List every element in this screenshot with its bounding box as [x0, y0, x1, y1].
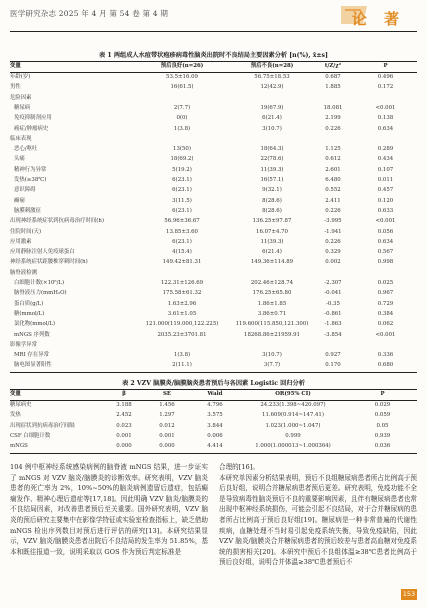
- table1-header-cell: 变量: [10, 63, 21, 69]
- table1-cell: 0.434: [377, 156, 394, 163]
- table2-cell: 3.188: [116, 402, 132, 408]
- table2-cell: 0.05: [376, 422, 389, 429]
- table1-cell: 0.457: [377, 187, 394, 194]
- table1-row: [10, 330, 417, 340]
- table1-cell: 1.885: [325, 84, 341, 91]
- table1-row: [10, 72, 417, 82]
- table2-row: [10, 431, 417, 441]
- table1-cell: 临床表现: [10, 135, 32, 142]
- table1-cell: 应用激素: [10, 238, 32, 245]
- table2-cell: 2.452: [116, 412, 132, 419]
- table1-row: [10, 299, 417, 309]
- table2-cell: 4.796: [207, 402, 223, 408]
- table2-cell: 4.414: [207, 443, 223, 450]
- table1-cell: 蛋白质(g/L): [14, 300, 44, 307]
- table1-cell: 神经系统症状距腰椎穿刺时间(h): [10, 259, 88, 266]
- table1-cell: 0.002: [325, 259, 341, 266]
- table1-cell: 影像学异常: [10, 341, 37, 348]
- table1-cell: <0.001: [375, 331, 396, 338]
- table1-cell: 男性: [10, 84, 21, 91]
- table1-cell: 4(15.4): [172, 249, 192, 256]
- table1-cell: 175.58±61.32: [162, 290, 202, 297]
- table1-cell: 1(3.8): [173, 125, 191, 132]
- table1-cell: 0.107: [377, 166, 394, 173]
- page-number: 153: [402, 590, 416, 598]
- table2-cell: 1.297: [159, 412, 175, 419]
- table1-row: [10, 82, 417, 92]
- table1-cell: 3(11.5): [172, 197, 192, 204]
- table2-header-cell: β: [122, 391, 126, 397]
- table1-cell: 16(57.1): [260, 177, 284, 183]
- table1-row: [10, 196, 417, 206]
- table2-cell: 0.000: [116, 443, 132, 450]
- table1-cell: 0.687: [325, 74, 341, 80]
- table1-cell: 发热(≥38℃): [14, 177, 47, 183]
- header-rule: [10, 31, 417, 32]
- table2-header-cell: OR(95% CI): [275, 391, 311, 397]
- table2-cell: 3.844: [207, 422, 223, 429]
- table1-row: [10, 154, 417, 164]
- table1-cell: 脑脊液压力(mmH₂O): [14, 290, 67, 297]
- table2-row: [10, 400, 417, 410]
- table2-cell: 0.059: [374, 412, 391, 419]
- table1-cell: 3(10.7): [262, 125, 282, 132]
- table2-row: [10, 410, 417, 420]
- table1-cell: 6(21.4): [262, 249, 282, 256]
- table1-cell: 3.61±1.05: [167, 310, 197, 317]
- table1-cell: 1.63±2.96: [167, 300, 197, 307]
- table1-cell: 免疫抑制剂应用: [14, 115, 52, 122]
- table1-cell: 0.120: [377, 197, 394, 204]
- table1-cell: 149.42±81.31: [162, 259, 202, 266]
- table2-cell: CSF 白细胞计数: [10, 432, 51, 439]
- table1-cell: 0.634: [377, 125, 394, 132]
- table1-cell: MRI 存在异常: [14, 352, 49, 359]
- table1-cell: 年龄(岁): [10, 74, 31, 80]
- table1-cell: 6(23.1): [172, 238, 192, 245]
- table1-cell: 5(19.2): [172, 166, 192, 173]
- table2-header-cell: Wald: [207, 391, 223, 397]
- table1-cell: 13(50): [173, 146, 191, 153]
- table1-cell: -1.941: [324, 228, 342, 235]
- table2-cell: 1.000(1.000013~1.000364): [255, 443, 331, 450]
- table1-cell: 0.729: [377, 300, 394, 307]
- table1-cell: 0.226: [325, 238, 341, 245]
- table2-header-row: [10, 389, 417, 399]
- table2-cell: 0.001: [116, 432, 132, 439]
- table1-row: [10, 309, 417, 319]
- table2-cell: 糖尿病史: [10, 402, 32, 408]
- table2-cell: 0.939: [374, 432, 391, 439]
- table1-cell: 应用静脉注射人免疫球蛋白: [10, 249, 75, 256]
- table1-cell: 出现神经系统症状到抗病毒治疗时间(h): [10, 218, 104, 225]
- table1-cell: 脑脊液检测: [10, 269, 37, 276]
- table1-cell: -3.854: [324, 331, 342, 338]
- table1-cell: 脑电图显著阳性: [14, 362, 52, 369]
- table2-header-cell: 变量: [10, 391, 21, 397]
- table1-row: [10, 175, 417, 185]
- table1-cell: -3.995: [324, 218, 342, 225]
- table1-cell: 6(21.4): [262, 115, 282, 122]
- table1-cell: 0.998: [377, 259, 394, 266]
- table2-cell: 1.023(1.000~1.047): [265, 422, 321, 429]
- table1-cell: 19(67.9): [260, 104, 284, 111]
- table1-cell: 12(42.9): [260, 84, 284, 91]
- table2-cell: 0.001: [159, 432, 175, 439]
- table2-bottom-rule: [10, 453, 417, 454]
- table1-title: 表 1 两组成人水痘带状疱疹病毒性脑炎出院时不良结局主要因素分析 [n(%), x̄±s]: [99, 52, 328, 59]
- table2-cell: 0.012: [159, 422, 175, 429]
- table1-cell: 0.634: [377, 238, 394, 245]
- table1-cell: 122.31±126.69: [160, 280, 204, 286]
- table1-row: [10, 124, 417, 134]
- table1-row: [10, 360, 417, 370]
- table1-cell: -0.041: [324, 290, 342, 297]
- table1-cell: 1.125: [325, 146, 341, 153]
- table1-row: [10, 165, 417, 175]
- table1-cell: 氯化物(mmol/L): [14, 321, 55, 328]
- journal-header: 医学研究杂志 2025 年 4 月 第 54 卷 第 4 期: [10, 9, 169, 18]
- table1-cell: 16.07±4.70: [256, 228, 288, 235]
- table1-cell: 恶心/呕吐: [14, 146, 38, 153]
- table1-cell: 1.86±1.85: [257, 300, 287, 307]
- table1-bottom-rule: [10, 372, 417, 373]
- table1-header-row: [10, 61, 417, 71]
- table1-cell: 9(32.1): [262, 187, 282, 194]
- table1-row: [10, 216, 417, 226]
- table1-row: [10, 227, 417, 237]
- table1-cell: 精神行为异常: [14, 166, 47, 173]
- table1-cell: 2.199: [325, 115, 341, 122]
- table1-cell: 13.85±3.60: [166, 228, 198, 235]
- table2-cell: 0.999: [285, 432, 301, 439]
- table1-cell: 脑膜刺激征: [14, 207, 41, 214]
- table1-cell: 119.600(115.850,121.300): [235, 321, 309, 328]
- table2-cell: 0.029: [374, 402, 391, 408]
- table1-cell: 121.000(119.000,122.225): [145, 321, 219, 328]
- table1-cell: 糖尿病: [14, 104, 31, 111]
- table1-row: [10, 93, 417, 103]
- table1-cell: 癫痫: [14, 197, 25, 204]
- table1-cell: 0.336: [377, 352, 394, 359]
- table2-cell: 发热: [10, 412, 21, 419]
- table1-cell: 136.25±97.87: [252, 218, 292, 225]
- table1-cell: 16(61.5): [170, 84, 194, 91]
- table2-cell: 出现症状到抗病毒治疗间隔: [10, 422, 75, 429]
- table1-row: [10, 206, 417, 216]
- table2-cell: mNGS: [10, 443, 28, 450]
- table2-cell: 0.000: [159, 443, 175, 450]
- table2-cell: 0.036: [374, 443, 391, 450]
- table1-row: [10, 268, 417, 278]
- table1-cell: 8(28.6): [262, 197, 282, 204]
- table1-cell: 癌症/肿瘤病史: [14, 125, 49, 132]
- table1-cell: 176.25±65.80: [252, 290, 292, 297]
- table1-cell: 11(39.3): [260, 166, 284, 173]
- table1-cell: 18.081: [323, 104, 343, 111]
- table1-cell: 0.967: [377, 290, 394, 297]
- table1-cell: 0.384: [377, 310, 394, 317]
- table1-cell: -2.307: [324, 280, 342, 286]
- table1-row: [10, 278, 417, 288]
- table1-cell: 6(23.1): [172, 187, 192, 194]
- table1-cell: 0.612: [325, 156, 341, 163]
- table1-cell: 1(3.8): [173, 352, 191, 359]
- table2-cell: 1.456: [159, 402, 175, 408]
- table1-cell: <0.001: [375, 104, 396, 111]
- table1-cell: 6.480: [325, 177, 341, 183]
- table1-cell: 0.138: [377, 115, 394, 122]
- table2-cell: 11.609(0.914~147.41): [262, 412, 324, 419]
- table1-cell: -0.861: [324, 310, 342, 317]
- table1-cell: 18268.86±21959.91: [244, 331, 300, 338]
- table1-cell: 0.056: [377, 228, 394, 235]
- table1-cell: 2(11.1): [172, 362, 192, 369]
- table1-row: [10, 288, 417, 298]
- table1-cell: 3(7.7): [263, 362, 281, 369]
- table1-row: [10, 144, 417, 154]
- table1-cell: 0(0): [176, 115, 188, 122]
- table1-cell: 糖(mmol/L): [14, 310, 45, 317]
- table1-cell: 18(64.3): [260, 146, 284, 153]
- table1-row: [10, 247, 417, 257]
- table1-header-cell: 预后不良(n=28): [250, 63, 294, 69]
- table1-cell: 住院时间(天): [10, 228, 42, 235]
- table2-cell: 3.575: [207, 412, 223, 419]
- table1-cell: 0.025: [377, 280, 394, 286]
- table1-cell: 0.496: [377, 74, 394, 80]
- table1-row: [10, 237, 417, 247]
- table1-cell: 0.289: [377, 146, 394, 153]
- table1-cell: 22(78.6): [260, 156, 284, 163]
- table1-cell: 2.601: [325, 166, 341, 173]
- section-logo-text: 论 著: [351, 10, 405, 28]
- table2-cell: 0.023: [116, 422, 132, 429]
- table1-cell: 18(69.2): [170, 156, 194, 163]
- table1-cell: 11(39.3): [260, 238, 284, 245]
- table1-cell: 56.96±36.67: [164, 218, 200, 225]
- table1-row: [10, 134, 417, 144]
- table2-title: 表 2 VZV 脑膜炎/脑膜脑炎患者预后与各因素 Logistic 回归分析: [122, 380, 305, 387]
- table1-cell: 0.170: [325, 362, 341, 369]
- table2-header-cell: P: [380, 391, 385, 397]
- table1-cell: 0.633: [377, 207, 394, 214]
- table1-header-cell: t/Z/χ²: [324, 63, 342, 69]
- table1-cell: 2(7.7): [173, 104, 191, 111]
- table1-cell: 0.567: [377, 249, 394, 256]
- table2-cell: 24.233(1.398~420.097): [260, 402, 326, 408]
- table1-cell: 3(10.7): [262, 352, 282, 359]
- table2-row: [10, 421, 417, 431]
- table1-cell: 0.011: [377, 177, 394, 183]
- table1-cell: 6(23.1): [172, 207, 192, 214]
- table1-cell: -0.35: [326, 300, 340, 307]
- table1-row: [10, 103, 417, 113]
- table1-cell: 0.172: [377, 84, 394, 91]
- table1-cell: 149.36±114.89: [250, 259, 294, 266]
- table2-header-cell: SE: [162, 391, 171, 397]
- table1-cell: 6(23.1): [172, 177, 192, 183]
- table1-row: [10, 319, 417, 329]
- section-logo: [339, 2, 419, 28]
- table1-cell: 0.226: [325, 125, 341, 132]
- table1-cell: 头痛: [14, 156, 25, 163]
- table1-header-cell: P: [383, 63, 388, 69]
- table1-cell: 意识障碍: [14, 187, 36, 194]
- table1-cell: 202.46±128.74: [250, 280, 294, 286]
- table1-row: [10, 350, 417, 360]
- table1-cell: 0.062: [377, 321, 394, 328]
- table1-cell: 0.552: [325, 187, 341, 194]
- table1-cell: 2.411: [325, 197, 341, 204]
- table1-cell: 2035.23±3701.81: [157, 331, 207, 338]
- table1-cell: 8(28.6): [262, 207, 282, 214]
- table1-row: [10, 113, 417, 123]
- table1-cell: 56.75±18.53: [254, 74, 290, 80]
- table1-row: [10, 185, 417, 195]
- table2-row: [10, 441, 417, 451]
- table1-cell: 0.329: [325, 249, 341, 256]
- table1-cell: 危险因素: [10, 94, 32, 101]
- table1-cell: 0.226: [325, 207, 341, 214]
- page-header: [0, 0, 427, 30]
- body-right-column: 合理的[16]。 本研究单因素分析结果表明，预后不良组糖尿病患者所占比例高于预后良好组，说明合并糖尿病患者预后更差。研究表明，免疫功能不全是导致病毒性脑炎预后不良的重要影响因素，且伴有糖尿病患者也常出现中枢神经系统损伤，可能会引起不良结局，对于合并糖尿病的患者所占比例高于预后良好组[19]。糖尿病是一种非常普遍的代谢性疾病，血糖处理不当时易引起免疫系统失衡，导致免疫缺陷，因此 VZV 脑炎/脑膜炎合并糖尿病患者的预后较差与患者高血糖对免疫系统的损害相关[20]。本研究中预后不良组体温≥38℃患者比例高于预后良好组，说明合并体温≥38℃患者预后不: [219, 463, 417, 567]
- table1-cell: 0.927: [325, 352, 341, 359]
- table1-cell: 0.680: [377, 362, 394, 369]
- table1-cell: 53.5±16.09: [166, 74, 198, 80]
- table1-cell: 白细胞计数(×10⁶/L): [14, 280, 65, 286]
- table2-cell: 0.006: [207, 432, 223, 439]
- body-left-column: 104 例中枢神经系统感染病例的脑脊液 mNGS 结果，进一步证实了 mNGS 对 VZV 脑炎/脑膜炎的诊断效率。研究表明，VZV 脑炎患者的死亡率为 2%，10%~50%的脑炎病例遗留后遗症，包括癫痫发作、精神心理后遗症等[17,18]。因此明确 VZV 脑炎/脑膜炎的不良结局因素，对改善患者预后至关重要。国外研究表明，VZV 脑炎的预后研究主要集中在影像学特征或实验室检查指标上，缺乏借助 mNGS 检出序列数目对预后进行评估的研究[13]。本研究结果显示，VZV 脑炎/脑膜炎患者出院后不良结局的发生率为 51.85%，基本和既往报道一致，说明采取以 GOS 作为预后判定标准是: [10, 463, 208, 556]
- table1-cell: 3.86±0.71: [257, 310, 287, 317]
- table1-row: [10, 340, 417, 350]
- table1-cell: mNGS 序列数: [14, 331, 50, 338]
- table1-header-cell: 预后良好(n=26): [160, 63, 204, 69]
- table1-cell: <0.001: [375, 218, 396, 225]
- table1-cell: -1.863: [324, 321, 342, 328]
- table1-row: [10, 257, 417, 267]
